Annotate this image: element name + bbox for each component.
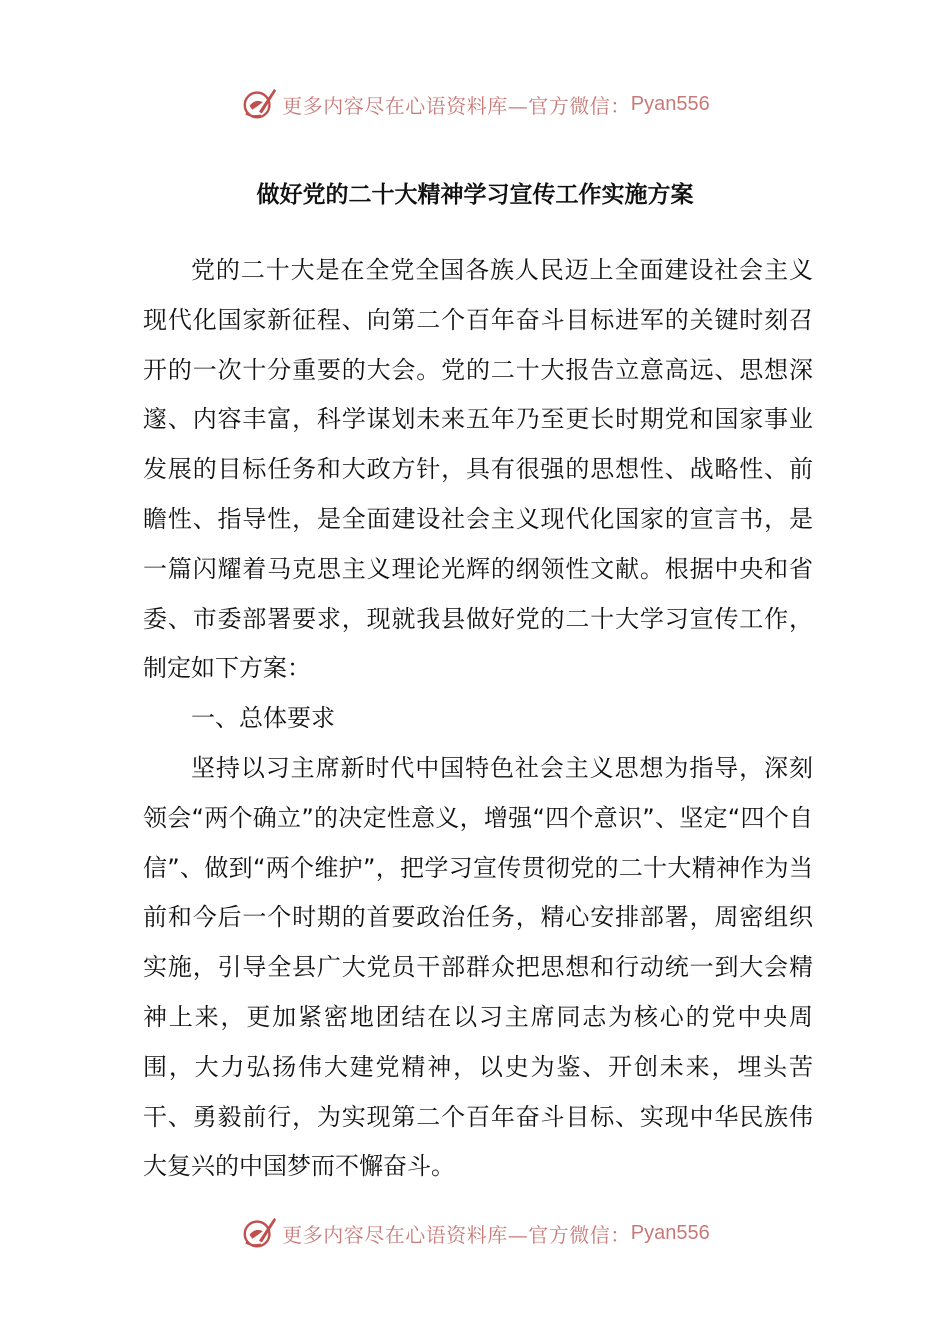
watermark-footer — [0, 1211, 950, 1255]
watermark-wechat-id: Pyan556 — [630, 92, 710, 115]
watermark-header — [0, 82, 950, 126]
document-body — [143, 246, 813, 1192]
document-title: 做好党的二十大精神学习宣传工作实施方案 — [256, 182, 694, 208]
general-requirements-paragraph: 坚持以习主席新时代中国特色社会主义思想为指导，深刻领会“两个确立”的决定性意义，增强“四个意识”、坚定“四个自信”、做到“两个维护”，把学习宣传贯彻党的二十大精神作为当前和今后一个时期的首要政治任务，精心安排部署，周密组织实施，引导全县广大党员干部群众把思想和行动统一到大会精神上来，更加紧密地团结在以习主席同志为核心的党中央周围，大力弘扬伟大建党精神，以史为鉴、开创未来，埋头苦干、勇毅前行，为实现第二个百年奋斗目标、实现中华民族伟大复兴的中国梦而不懈奋斗。 — [143, 753, 813, 1181]
intro-paragraph: 党的二十大是在全党全国各族人民迈上全面建设社会主义现代化国家新征程、向第二个百年奋斗目标进军的关键时刻召开的一次十分重要的大会。党的二十大报告立意高远、思想深邃、内容丰富，科学谋划未来五年乃至更长时期党和国家事业发展的目标任务和大政方针，具有很强的思想性、战略性、前瞻性、指导性，是全面建设社会主义现代化国家的宣言书，是一篇闪耀着马克思主义理论光辉的纲领性文献。根据中央和省委、市委部署要求，现就我县做好党的二十大学习宣传工作，制定如下方案： — [143, 256, 813, 683]
watermark-text: 更多内容尽在心语资料库—官方微信： — [282, 93, 631, 118]
pen-logo-icon — [240, 1214, 278, 1252]
watermark-text: 更多内容尽在心语资料库—官方微信： — [282, 1222, 631, 1247]
pen-logo-icon — [240, 85, 278, 123]
watermark-wechat-id: Pyan556 — [630, 1221, 710, 1244]
section-heading-general-requirements: 一、总体要求 — [191, 704, 335, 733]
